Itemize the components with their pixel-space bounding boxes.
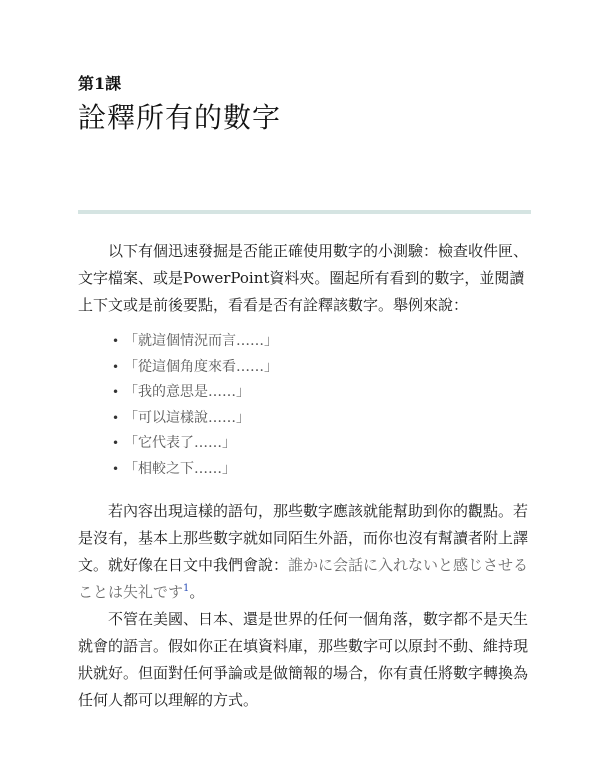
bullet-icon: • — [112, 461, 120, 476]
japanese-quote: 誰かに会話に入れないと感じさせることは失礼です — [78, 556, 529, 601]
list-item: • 「就這個情況而言……」 — [112, 329, 533, 355]
list-item: • 「可以這樣說……」 — [112, 406, 533, 432]
bullet-icon: • — [112, 334, 120, 348]
intro-paragraph: 以下有個迅速發掘是否能正確使用數字的小測驗：檢查收件匣、文字檔案、或是PowerPoint資料夾。圈起所有看到的數字，並閱讀上下文或是前後要點，看看是否有詮釋該數字。舉例來說： — [78, 242, 529, 314]
list-item: • 「從這個角度來看……」 — [112, 355, 533, 381]
conclusion-paragraph: 不管在美國、日本、還是世界的任何一個角落，數字都不是天生就會的語言。假如你正在填資料庫，那些數字可以原封不動、維持現狀就好。但面對任何爭論或是做簡報的場合，你有責任將數字轉換為任何人都可以理解的方式。 — [78, 610, 529, 709]
bullet-icon: • — [112, 436, 120, 450]
bullet-icon: • — [112, 359, 120, 374]
bullet-icon: • — [112, 385, 120, 399]
list-item: • 「相較之下……」 — [112, 457, 533, 483]
list-item: • 「它代表了……」 — [112, 431, 533, 457]
list-item: • 「我的意思是……」 — [112, 380, 533, 406]
bullet-icon: • — [112, 410, 120, 425]
translation-paragraph: 若內容出現這樣的語句，那些數字應該就能幫助到你的觀點。若是沒有，基本上那些數字就如同陌生外語，而你也沒有幫讀者附上譯文。就好像在日文中我們會說：誰かに会話に入れないと感じさせることは失礼です$^1$。 — [78, 502, 529, 601]
example-phrases-list — [112, 329, 533, 482]
lesson-body — [78, 238, 533, 714]
footnote-link[interactable]: 1 — [183, 583, 190, 594]
lesson-title: 詮釋所有的數字 — [78, 101, 282, 134]
section-divider — [78, 210, 531, 214]
lesson-number: 第1課 — [78, 74, 122, 93]
